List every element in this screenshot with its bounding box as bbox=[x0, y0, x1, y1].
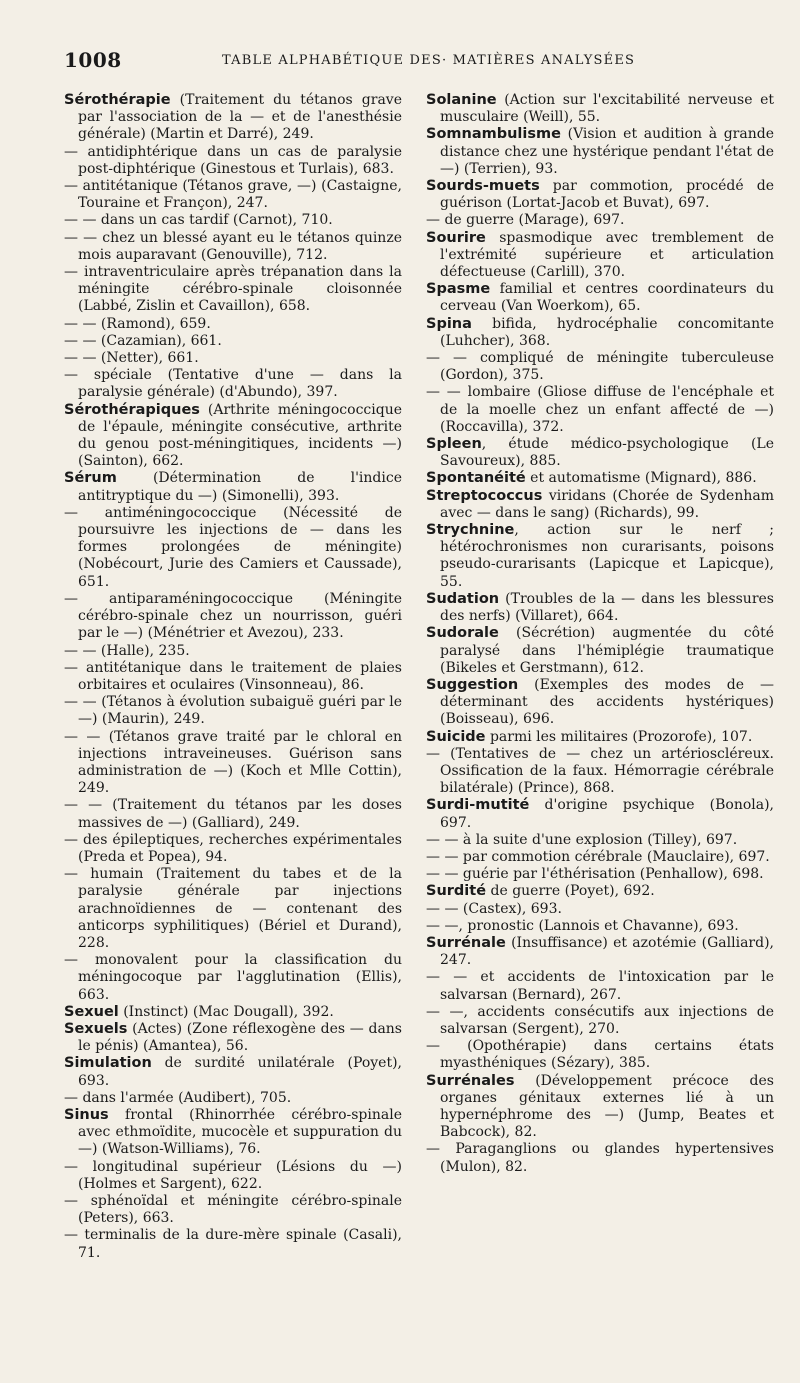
index-entry bbox=[64, 1159, 402, 1193]
entry-text: — — (Tétanos à évolution subaiguë guéri par le —) (Maurin), 249. bbox=[64, 694, 402, 728]
entry-heading: Suggestion bbox=[426, 676, 519, 693]
left-column bbox=[64, 92, 402, 1262]
index-entry bbox=[64, 92, 402, 144]
index-entry bbox=[64, 729, 402, 798]
index-entry bbox=[426, 797, 774, 831]
entry-text: — — (Castex), 693. bbox=[426, 900, 562, 917]
entry-text: — dans l'armée (Audibert), 705. bbox=[64, 1089, 292, 1106]
entry-heading: Surrénale bbox=[426, 934, 506, 951]
index-entry bbox=[64, 264, 402, 316]
index-entry bbox=[64, 470, 402, 504]
entry-text: (Détermination de l'indice antitryptique du —) (Simonelli), 393. bbox=[78, 470, 402, 504]
index-entry bbox=[426, 729, 774, 746]
entry-heading: Sudorale bbox=[426, 625, 499, 642]
index-entry bbox=[426, 470, 774, 487]
entry-text: bifida, hydrocéphalie concomitante (Luhcher), 368. bbox=[440, 315, 774, 349]
entry-text: (Exemples des modes de — déterminant des accidents hystériques) (Boisseau), 696. bbox=[440, 676, 774, 728]
index-entry bbox=[426, 918, 774, 935]
index-entry bbox=[64, 643, 402, 660]
index-entry bbox=[426, 316, 774, 350]
entry-text: — des épileptiques, recherches expérimentales (Preda et Popea), 94. bbox=[64, 831, 402, 865]
index-entry bbox=[64, 866, 402, 952]
entry-text: — antiparaméningococcique (Méningite cérébro-spinale chez un nourrisson, guéri par le —) (Ménétrier et Avezou), 233. bbox=[64, 590, 402, 642]
index-entry bbox=[426, 230, 774, 282]
index-entry bbox=[64, 1055, 402, 1089]
entry-heading: Sourire bbox=[426, 229, 486, 246]
index-entry bbox=[426, 126, 774, 178]
entry-text: familial et centres coordinateurs du cerveau (Van Woerkom), 65. bbox=[440, 281, 774, 315]
entry-text: (Développement précoce des organes génitaux externes lié à un hypernéphrome des —) (Jump, Beates et Babcock), 82. bbox=[440, 1072, 774, 1141]
entry-heading: Sérum bbox=[64, 470, 117, 487]
index-entry bbox=[426, 591, 774, 625]
index-entry bbox=[64, 505, 402, 591]
index-entry bbox=[426, 178, 774, 212]
index-entry bbox=[64, 1227, 402, 1261]
entry-heading: Sérothérapiques bbox=[64, 401, 200, 418]
entry-text: (Actes) (Zone réflexogène des — dans le pénis) (Amantea), 56. bbox=[78, 1020, 402, 1055]
entry-text: — — (Halle), 235. bbox=[64, 642, 190, 659]
entry-heading: Spontanéité bbox=[426, 470, 526, 487]
entry-heading: Streptococcus bbox=[426, 487, 543, 504]
entry-text: par commotion, procédé de guérison (Lortat-Jacob et Buvat), 697. bbox=[440, 178, 774, 212]
entry-text: (Action sur l'excitabilité nerveuse et musculaire (Weill), 55. bbox=[440, 92, 774, 126]
entry-heading: Surdi-mutité bbox=[426, 797, 530, 814]
index-entry bbox=[64, 1193, 402, 1227]
index-entry bbox=[426, 969, 774, 1003]
right-column bbox=[426, 92, 774, 1176]
entry-heading: Surrénales bbox=[426, 1072, 515, 1089]
entry-text: — —, pronostic (Lannois et Chavanne), 693. bbox=[426, 917, 739, 934]
page-number: 1008 bbox=[64, 48, 122, 72]
index-entry bbox=[64, 797, 402, 831]
entry-heading: Solanine bbox=[426, 92, 497, 108]
index-entry bbox=[64, 178, 402, 212]
entry-text: — — lombaire (Gliose diffuse de l'encéphale et de la moelle chez un enfant affecté de —) (Roccavilla), 372. bbox=[426, 384, 774, 435]
index-entry bbox=[64, 1021, 402, 1055]
entry-text: — longitudinal supérieur (Lésions du —) (Holmes et Sargent), 622. bbox=[64, 1158, 402, 1192]
entry-text: — — et accidents de l'intoxication par le salvarsan (Bernard), 267. bbox=[426, 969, 774, 1003]
entry-text: — — à la suite d'une explosion (Tilley), 697. bbox=[426, 831, 738, 848]
index-entry bbox=[426, 1073, 774, 1142]
entry-heading: Suicide bbox=[426, 728, 486, 745]
entry-text: — antiméningococcique (Nécessité de poursuivre les injections de — dans les formes prolongées de méningite) (Nobécourt, Jurie des Camiers et Caussade), 651. bbox=[64, 504, 402, 590]
index-entry bbox=[426, 281, 774, 315]
entry-text: de guerre (Poyet), 692. bbox=[486, 883, 655, 900]
index-entry bbox=[426, 1004, 774, 1038]
entry-text: (Instinct) (Mac Dougall), 392. bbox=[118, 1003, 334, 1020]
entry-text: — — compliqué de méningite tuberculeuse (Gordon), 375. bbox=[426, 350, 774, 384]
entry-text: — —, accidents consécutifs aux injections de salvarsan (Sergent), 270. bbox=[426, 1003, 774, 1037]
entry-heading: Spasme bbox=[426, 281, 491, 298]
index-entry bbox=[64, 1090, 402, 1107]
entry-text: — antitétanique dans le traitement de plaies orbitaires et oculaires (Vinsonneau), 86. bbox=[64, 659, 402, 693]
page-header bbox=[0, 48, 800, 78]
index-entry bbox=[64, 367, 402, 401]
index-entry bbox=[426, 746, 774, 798]
entry-heading: Sérothérapie bbox=[64, 92, 171, 108]
entry-text: — monovalent pour la classification du méningocoque par l'agglutination (Ellis), 663. bbox=[64, 952, 402, 1003]
index-entry bbox=[64, 591, 402, 643]
index-entry bbox=[64, 694, 402, 728]
entry-heading: Simulation bbox=[64, 1055, 152, 1072]
entry-text: — — (Traitement du tétanos par les doses massives de —) (Galliard), 249. bbox=[64, 797, 402, 831]
entry-text: — spéciale (Tentative d'une — dans la paralysie générale) (d'Abundo), 397. bbox=[64, 367, 402, 401]
entry-heading: Sinus bbox=[64, 1106, 109, 1123]
index-entry bbox=[64, 952, 402, 1004]
entry-text: — — chez un blessé ayant eu le tétanos quinze mois auparavant (Genouville), 712. bbox=[64, 229, 402, 263]
entry-heading: Strychnine bbox=[426, 522, 515, 539]
entry-text: frontal (Rhinorrhée cérébro-spinale avec ethmoïdite, mucocèle et suppuration du —) (Watson-Williams), 76. bbox=[78, 1106, 402, 1158]
entry-text: d'origine psychique (Bonola), 697. bbox=[440, 797, 774, 831]
entry-text: — — (Ramond), 659. bbox=[64, 315, 211, 332]
entry-text: — — dans un cas tardif (Carnot), 710. bbox=[64, 212, 333, 229]
entry-text: de surdité unilatérale (Poyet), 693. bbox=[78, 1055, 402, 1089]
index-entry bbox=[64, 1004, 402, 1021]
entry-text: — — (Tétanos grave traité par le chloral en injections intraveineuses. Guérison sans administration de —) (Koch et Mlle Cottin), 249. bbox=[64, 728, 402, 797]
entry-text: — — par commotion cérébrale (Mauclaire), 697. bbox=[426, 848, 770, 865]
index-entry bbox=[426, 212, 774, 229]
entry-text: (Traitement du tétanos grave par l'association de la — et de l'anesthésie générale) (Martin et Darré), 249. bbox=[78, 92, 402, 143]
entry-text: — (Opothérapie) dans certains états myasthéniques (Sézary), 385. bbox=[426, 1038, 774, 1072]
index-entry bbox=[426, 384, 774, 436]
entry-text: (Sécrétion) augmentée du côté paralysé dans l'hémiplégie traumatique (Bikeles et Gerstmann), 612. bbox=[440, 625, 774, 676]
entry-text: spasmodique avec tremblement de l'extrémité supérieure et articulation défectueuse (Carlill), 370. bbox=[440, 229, 774, 281]
index-entry bbox=[426, 935, 774, 969]
index-entry bbox=[64, 333, 402, 350]
index-entry bbox=[426, 350, 774, 384]
entry-heading: Spleen bbox=[426, 436, 482, 453]
entry-text: , action sur le nerf ; hétérochronismes non curarisants, poisons pseudo-curarisants (Lapicque et Lapicque), 55. bbox=[440, 522, 774, 590]
entry-text: — de guerre (Marage), 697. bbox=[426, 212, 625, 229]
index-entry bbox=[426, 832, 774, 849]
index-entry bbox=[426, 92, 774, 126]
entry-text: — antitétanique (Tétanos grave, —) (Castaigne, Touraine et Françon), 247. bbox=[64, 178, 402, 212]
index-entry bbox=[64, 1107, 402, 1159]
entry-text: — — guérie par l'éthérisation (Penhallow), 698. bbox=[426, 866, 764, 883]
index-entry bbox=[426, 883, 774, 900]
entry-heading: Spina bbox=[426, 315, 472, 332]
entry-text: — sphénoïdal et méningite cérébro-spinale (Peters), 663. bbox=[64, 1193, 402, 1227]
index-entry bbox=[426, 1141, 774, 1175]
index-entry bbox=[64, 350, 402, 367]
index-entry bbox=[426, 866, 774, 883]
entry-heading: Surdité bbox=[426, 883, 487, 900]
entry-text: — terminalis de la dure-mère spinale (Casali), 71. bbox=[64, 1227, 402, 1261]
index-entry bbox=[64, 230, 402, 264]
entry-heading: Sexuels bbox=[64, 1020, 128, 1037]
entry-text: (Troubles de la — dans les blessures des nerfs) (Villaret), 664. bbox=[440, 590, 774, 625]
entry-text: parmi les militaires (Prozorofe), 107. bbox=[485, 728, 753, 745]
entry-text: (Insuffisance) et azotémie (Galliard), 247. bbox=[440, 934, 774, 969]
entry-text: viridans (Chorée de Sydenham avec — dans le sang) (Richards), 99. bbox=[440, 487, 774, 521]
index-entry bbox=[64, 316, 402, 333]
entry-text: (Vision et audition à grande distance chez une hystérique pendant l'état de —) (Terrien), 93. bbox=[440, 126, 774, 177]
entry-text: — humain (Traitement du tabes et de la paralysie générale par injections arachnoïdiennes de — contenant des anticorps syphilitiques) (Bériel et Durand), 228. bbox=[64, 866, 402, 951]
index-entry bbox=[426, 625, 774, 677]
index-entry bbox=[426, 677, 774, 729]
index-entry bbox=[64, 832, 402, 866]
index-entry bbox=[426, 1038, 774, 1072]
entry-text: — intraventriculaire après trépanation dans la méningite cérébro-spinale cloisonnée (Labbé, Zislin et Cavaillon), 658. bbox=[64, 264, 402, 315]
entry-text: , étude médico-psychologique (Le Savoureux), 885. bbox=[440, 436, 774, 470]
index-entry bbox=[426, 522, 774, 591]
entry-text: — antidiphtérique dans un cas de paralysie post-diphtérique (Ginestous et Turlais), 683. bbox=[64, 143, 402, 177]
entry-text: — — (Cazamian), 661. bbox=[64, 332, 222, 349]
entry-text: et automatisme (Mignard), 886. bbox=[525, 470, 757, 487]
entry-text: — (Tentatives de — chez un artérioscléreux. Ossification de la faux. Hémorragie cérébrale bilatérale) (Prince), 868. bbox=[426, 745, 774, 797]
entry-heading: Sexuel bbox=[64, 1003, 119, 1020]
index-entry bbox=[426, 901, 774, 918]
entry-heading: Somnambulisme bbox=[426, 126, 561, 143]
index-entry bbox=[64, 402, 402, 471]
entry-heading: Sudation bbox=[426, 590, 500, 607]
index-entry bbox=[426, 488, 774, 522]
index-entry bbox=[64, 660, 402, 694]
entry-text: — Paraganglions ou glandes hypertensives (Mulon), 82. bbox=[426, 1141, 774, 1175]
entry-text: — — (Netter), 661. bbox=[64, 350, 199, 367]
running-title: TABLE ALPHABÉTIQUE DES· MATIÈRES ANALYSÉES bbox=[222, 53, 636, 68]
index-entry bbox=[426, 436, 774, 470]
index-entry bbox=[64, 144, 402, 178]
entry-text: (Arthrite méningococcique de l'épaule, méningite consécutive, arthrite du genou post-méningitiques, incidents —) (Sainton), 662. bbox=[78, 401, 402, 470]
index-entry bbox=[64, 212, 402, 229]
index-entry bbox=[426, 849, 774, 866]
entry-heading: Sourds-muets bbox=[426, 178, 540, 195]
